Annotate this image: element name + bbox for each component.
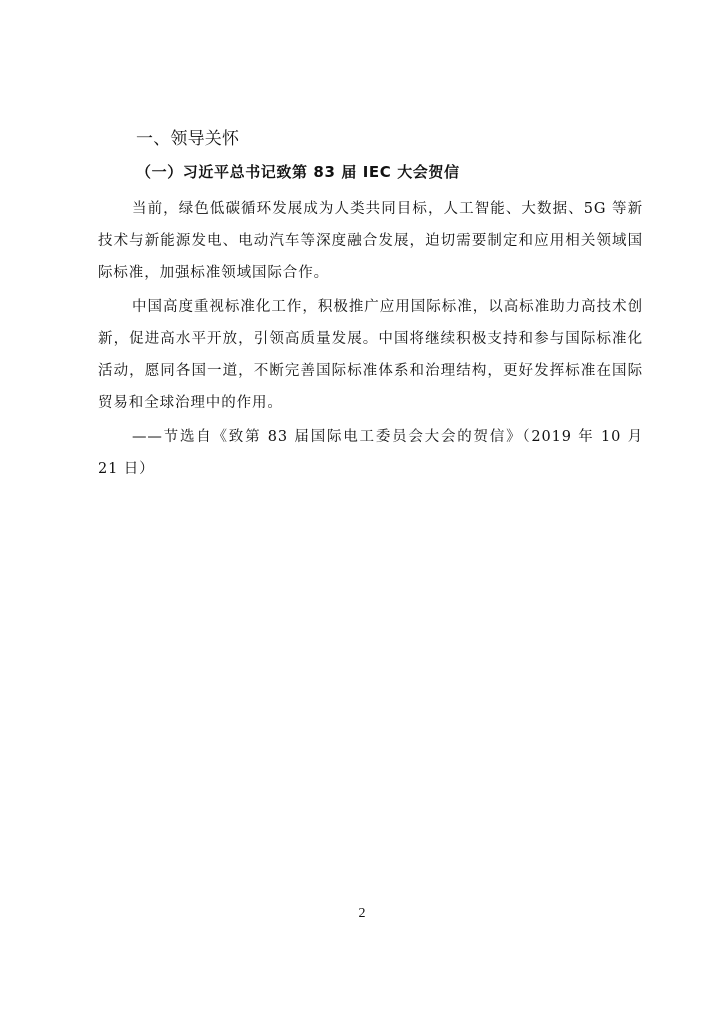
section-title: 一、领导关怀 <box>136 129 240 149</box>
page-number: 2 <box>358 906 366 921</box>
subsection-title: （一）习近平总书记致第 83 届 IEC 大会贺信 <box>136 163 460 181</box>
source-citation: ——节选自《致第 83 届国际电工委员会大会的贺信》（2019 年 10 月 21 日） <box>98 429 643 477</box>
body-paragraph-1: 当前，绿色低碳循环发展成为人类共同目标，人工智能、大数据、5G 等新技术与新能源发电、电动汽车等深度融合发展，迫切需要制定和应用相关领域国际标准，加强标准领域国际合作。 <box>98 201 643 281</box>
body-paragraph-2: 中国高度重视标准化工作，积极推广应用国际标准，以高标准助力高技术创新，促进高水平开放，引领高质量发展。中国将继续积极支持和参与国际标准化活动，愿同各国一道，不断完善国际标准体系和治理结构，更好发挥标准在国际贸易和全球治理中的作用。 <box>98 299 643 411</box>
document-content <box>98 125 643 485</box>
